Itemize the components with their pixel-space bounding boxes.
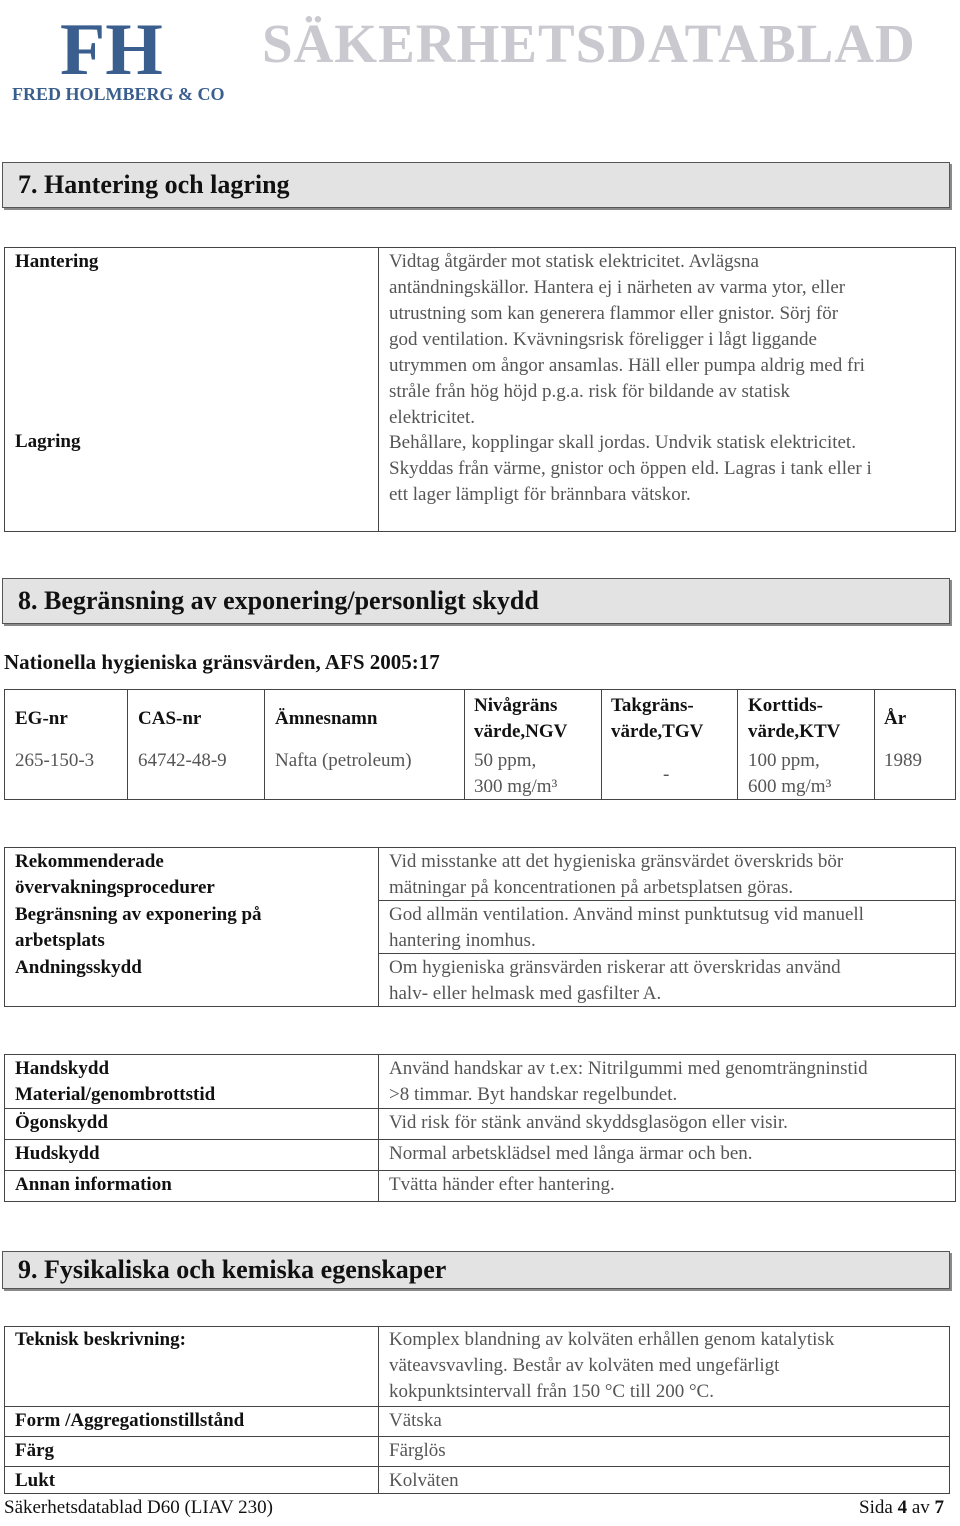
col-header-eg-nr: EG-nr — [15, 708, 68, 729]
col-header-substance: Ämnesnamn — [275, 708, 378, 729]
document-title: SÄKERHETSDATABLAD — [262, 13, 916, 74]
workplace-exposure-text-line: God allmän ventilation. Använd minst punktutsug vid manuell — [389, 904, 864, 925]
hand-protection-text-line: >8 timmar. Byt handskar regelbundet. — [389, 1084, 678, 1105]
column-divider — [264, 690, 265, 799]
eye-protection-text: Vid risk för stänk använd skyddsglasögon eller visir. — [389, 1112, 788, 1133]
col-header-ktv: värde,KTV — [748, 721, 841, 742]
other-info-label: Annan information — [15, 1174, 172, 1195]
odor-value: Kolväten — [389, 1470, 459, 1491]
hand-protection-label: Handskydd — [15, 1058, 110, 1079]
handling-text-line: utrymmen om ångor ansamlas. Häll eller pumpa aldrig med fri — [389, 355, 865, 376]
handling-text-line: Vidtag åtgärder mot statisk elektricitet. Avlägsna — [389, 251, 759, 272]
column-divider — [737, 690, 738, 799]
row-divider — [4, 1406, 950, 1407]
col-header-tgv: värde,TGV — [611, 721, 704, 742]
column-divider — [874, 690, 875, 799]
workplace-exposure-label: arbetsplats — [15, 930, 105, 951]
page-current: 4 — [897, 1497, 908, 1518]
form-value: Vätska — [389, 1410, 442, 1431]
skin-protection-label: Hudskydd — [15, 1143, 100, 1164]
page-prefix: Sida — [859, 1497, 893, 1518]
monitoring-text-line: mätningar på koncentrationen på arbetsplatsen göras. — [389, 877, 794, 898]
workplace-exposure-label: Begränsning av exponering på — [15, 904, 262, 925]
row-divider — [4, 1170, 956, 1171]
eye-protection-label: Ögonskydd — [15, 1112, 108, 1133]
logo-mark — [8, 4, 226, 106]
storage-text-line: Behållare, kopplingar skall jordas. Undvik statisk elektricitet. — [389, 432, 856, 453]
limits-subheading: Nationella hygieniska gränsvärden, AFS 2005:17 — [4, 650, 440, 674]
technical-description-text-line: väteavsvavling. Består av kolväten med ungefärligt — [389, 1355, 780, 1376]
technical-description-label: Teknisk beskrivning: — [15, 1329, 186, 1350]
page-total: 7 — [934, 1497, 944, 1518]
row-divider — [4, 1108, 956, 1109]
col-header-ngv: Nivågräns — [474, 695, 558, 716]
handling-text-line: elektricitet. — [389, 407, 475, 428]
hand-protection-text-line: Använd handskar av t.ex: Nitrilgummi med genomträngninstid — [389, 1058, 868, 1079]
color-value: Färglös — [389, 1440, 446, 1461]
other-info-text: Tvätta händer efter hantering. — [389, 1174, 615, 1195]
storage-text-line: ett lager lämpligt för brännbara vätskor. — [389, 484, 691, 505]
page-separator: av — [911, 1497, 930, 1518]
monitoring-label: Rekommenderade — [15, 851, 164, 872]
handling-text-line: stråle från hög höjd p.g.a. risk för bildande av statisk — [389, 381, 791, 402]
respiratory-label: Andningsskydd — [15, 957, 142, 978]
col-header-tgv: Takgräns- — [611, 695, 694, 716]
monitoring-text-line: Vid misstanke att det hygieniska gränsvärdet överskrids bör — [389, 851, 844, 872]
column-divider — [378, 1327, 379, 1493]
technical-description-text-line: kokpunktsintervall från 150 °C till 200 °C. — [389, 1381, 714, 1402]
cell-ngv: 300 mg/m³ — [474, 776, 558, 797]
handling-text-line: utrustning som kan generera flammor eller gnistor. Sörj för — [389, 303, 839, 324]
hand-protection-label: Material/genombrottstid — [15, 1084, 216, 1105]
odor-label: Lukt — [15, 1470, 56, 1491]
skin-protection-text: Normal arbetsklädsel med långa ärmar och ben. — [389, 1143, 753, 1164]
section-8-heading: 8. Begränsning av exponering/personligt skydd — [2, 578, 950, 624]
workplace-exposure-text-line: hantering inomhus. — [389, 930, 536, 951]
logo-company-name: FRED HOLMBERG & CO — [12, 84, 225, 104]
section-9-heading: 9. Fysikaliska och kemiska egenskaper — [2, 1251, 950, 1289]
storage-label: Lagring — [15, 431, 81, 452]
cell-tgv: - — [663, 764, 670, 785]
column-divider — [378, 848, 379, 1006]
column-divider — [378, 1055, 379, 1201]
company-logo — [8, 4, 226, 106]
handling-text-line: god ventilation. Kvävningsrisk föreligger i lågt liggande — [389, 329, 817, 350]
row-divider — [4, 1139, 956, 1140]
cell-year: 1989 — [884, 750, 922, 771]
cell-cas-nr: 64742-48-9 — [138, 750, 227, 771]
monitoring-label: övervakningsprocedurer — [15, 877, 215, 898]
row-divider — [4, 1436, 950, 1437]
form-label: Form /Aggregationstillstånd — [15, 1410, 245, 1431]
column-divider — [601, 690, 602, 799]
page-number — [859, 1497, 944, 1519]
section-7-heading: 7. Hantering och lagring — [2, 162, 950, 208]
cell-substance: Nafta (petroleum) — [275, 750, 412, 771]
storage-text-line: Skyddas från värme, gnistor och öppen eld. Lagras i tank eller i — [389, 458, 872, 479]
respiratory-text-line: halv- eller helmask med gasfilter A. — [389, 983, 662, 1004]
cell-ngv: 50 ppm, — [474, 750, 537, 771]
handling-label: Hantering — [15, 251, 99, 272]
logo-monogram: FH — [60, 9, 163, 91]
col-header-cas-nr: CAS-nr — [138, 708, 202, 729]
color-label: Färg — [15, 1440, 55, 1461]
cell-eg-nr: 265-150-3 — [15, 750, 95, 771]
technical-description-text-line: Komplex blandning av kolväten erhållen genom katalytisk — [389, 1329, 835, 1350]
footer-document-id: Säkerhetsdatablad D60 (LIAV 230) — [4, 1497, 273, 1518]
column-divider — [127, 690, 128, 799]
col-header-ngv: värde,NGV — [474, 721, 568, 742]
cell-ktv: 600 mg/m³ — [748, 776, 832, 797]
column-divider — [464, 690, 465, 799]
row-divider — [4, 1466, 950, 1467]
cell-ktv: 100 ppm, — [748, 750, 820, 771]
respiratory-text-line: Om hygieniska gränsvärden riskerar att överskridas använd — [389, 957, 841, 978]
column-divider — [378, 248, 379, 531]
handling-text-line: antändningskällor. Hantera ej i närheten av varma ytor, eller — [389, 277, 846, 298]
col-header-ktv: Korttids- — [748, 695, 823, 716]
col-header-year: År — [884, 708, 907, 729]
